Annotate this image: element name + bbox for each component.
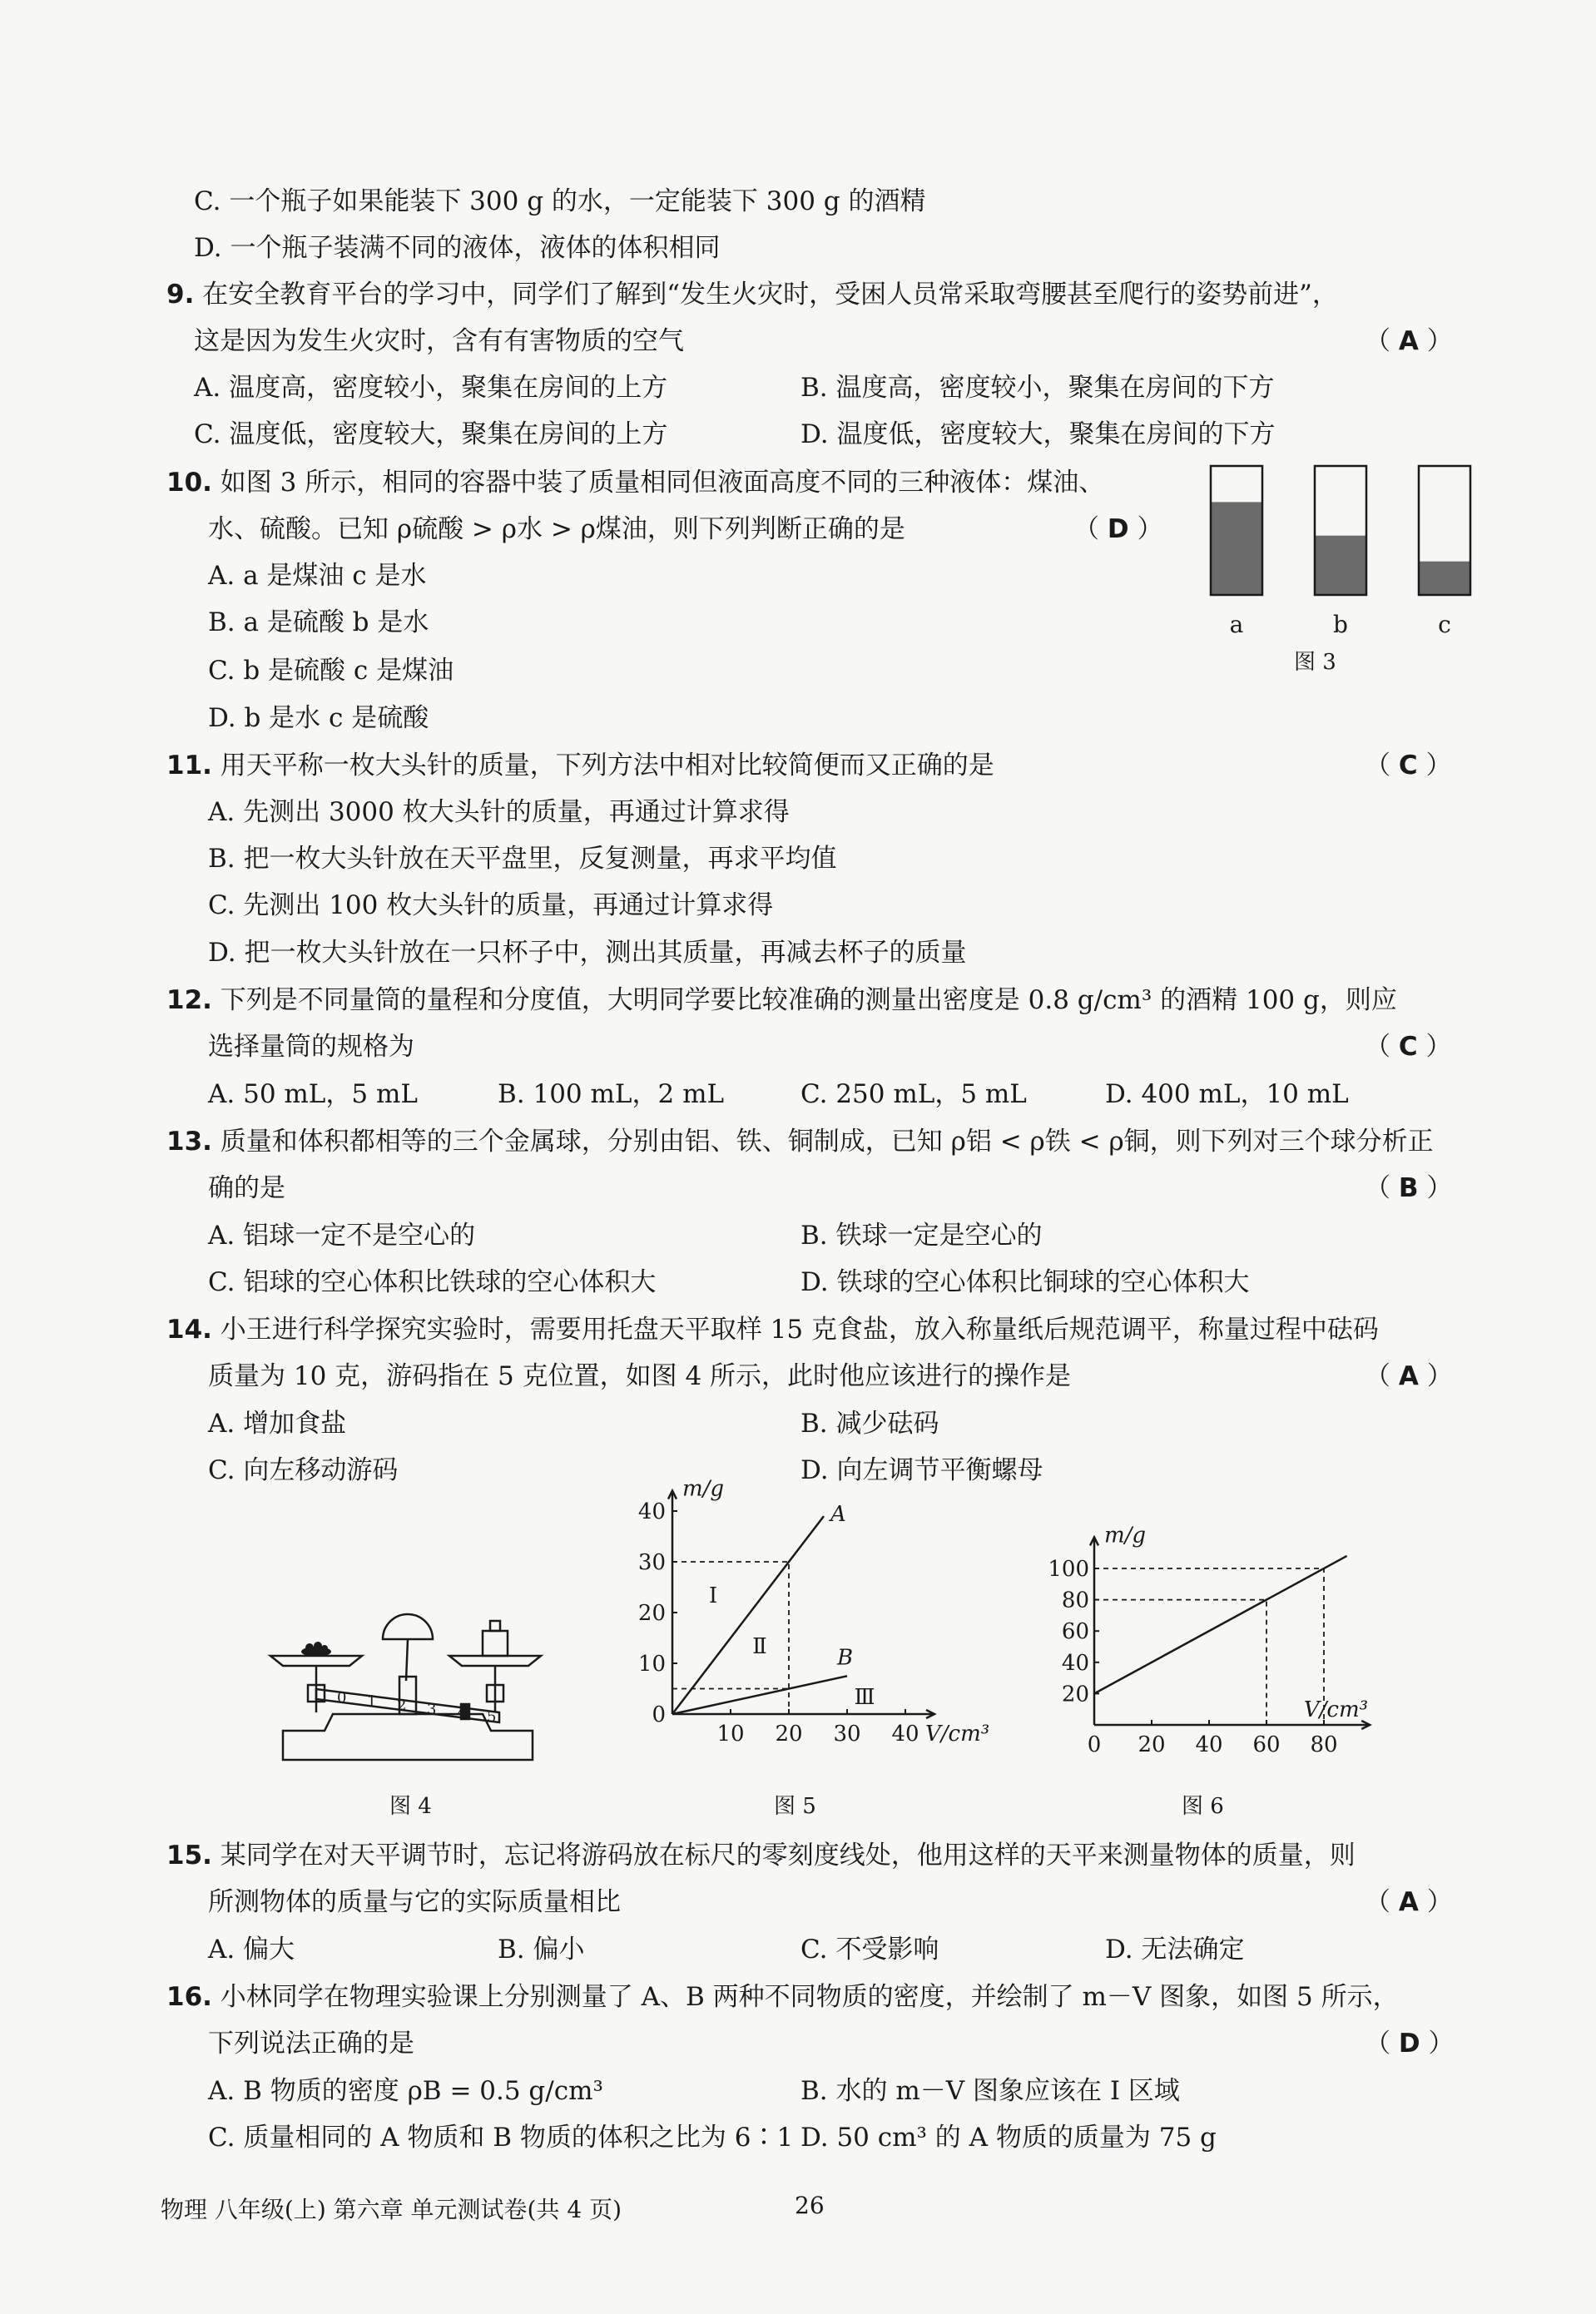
q15-option-a: A. 偏大 [208,1935,295,1965]
q9-text1: 在安全教育平台的学习中，同学们了解到“发生火灾时，受困人员常采取弯腰甚至爬行的姿势前进”， [202,280,1338,310]
page-number: 26 [795,2192,825,2219]
fig5-region-2: Ⅱ [752,1633,767,1659]
fig5-region-3: Ⅲ [854,1684,875,1710]
q15-option-d: D. 无法确定 [1105,1935,1245,1965]
q14-option-c: C. 向左移动游码 [208,1455,399,1485]
q11-option-d: D. 把一枚大头针放在一只杯子中，测出其质量，再减去杯子的质量 [208,938,967,968]
q13-option-a: A. 铝球一定不是空心的 [208,1221,476,1251]
q9-option-a: A. 温度高，密度较小，聚集在房间的上方 [194,373,668,403]
q14-option-a: A. 增加食盐 [208,1409,347,1439]
fig5-xtick-20: 20 [775,1722,803,1747]
q16-text1: 小林同学在物理实验课上分别测量了 A、B 两种不同物质的密度，并绘制了 m－V 图象，如图 5 所示， [220,1982,1399,2012]
q10-option-b: B. a 是硫酸 b 是水 [208,607,429,637]
fig6-xtick-0: 0 [1087,1732,1102,1757]
q9-option-c: C. 温度低，密度较大，聚集在房间的上方 [194,419,668,449]
q9-stem-line2: 这是因为发生火灾时，含有有害物质的空气 [194,326,684,356]
balance-pointer [406,1639,408,1681]
q14-number: 14. [166,1315,212,1345]
fig6-xtick-40: 40 [1195,1732,1223,1757]
q12-option-a: A. 50 mL，5 mL [208,1079,418,1109]
salt-pile [301,1642,331,1657]
q14-text1: 小王进行科学探究实验时，需要用托盘天平取样 15 克食盐，放入称量纸后规范调平，称量过程中砝码 [220,1315,1379,1345]
q9-number: 9. [166,280,195,310]
fig5-line-B [672,1676,847,1714]
balance-left-pan [270,1656,362,1666]
q13-option-c: C. 铝球的空心体积比铁球的空心体积大 [208,1267,657,1297]
q12-answer: （ C ） [1365,1032,1452,1062]
fig6-ytick-100: 100 [1048,1557,1089,1582]
q11-number: 11. [166,751,212,780]
q8-option-d: D. 一个瓶子装满不同的液体，液体的体积相同 [194,233,721,263]
balance-weight [483,1631,508,1656]
q13-stem-line1 [166,1125,1434,1158]
figure-6-chart [1032,1523,1381,1772]
figure-4-balance [258,1614,574,1764]
figure-6-caption: 图 6 [1182,1794,1224,1819]
fig6-dashed-1 [1094,1568,1324,1725]
fig3-label-c: c [1438,611,1451,638]
q16-number: 16. [166,1982,212,2012]
q12-text1: 下列是不同量筒的量程和分度值，大明同学要比较准确的测量出密度是 0.8 g/cm³ 的酒精 100 g，则应 [220,985,1397,1015]
fig6-ytick-20: 20 [1061,1682,1089,1707]
fig5-ytick-40: 40 [637,1499,666,1524]
q9-answer: （ A ） [1365,326,1453,356]
fig6-ylabel: m/g [1104,1523,1147,1548]
q15-option-b: B. 偏小 [498,1935,585,1965]
q9-option-d: D. 温度低，密度较大，聚集在房间的下方 [800,419,1276,449]
q10-number: 10. [166,468,212,498]
q10-answer: （ D ） [1073,514,1163,544]
fig6-xtick-60: 60 [1252,1732,1281,1757]
q11-answer: （ C ） [1365,751,1452,780]
q13-option-b: B. 铁球一定是空心的 [800,1221,1043,1251]
q11-option-b: B. 把一枚大头针放在天平盘里，反复测量，再求平均值 [208,844,837,874]
fig6-xtick-80: 80 [1310,1732,1338,1757]
q12-stem-line2: 选择量筒的规格为 [208,1032,414,1062]
q14-option-b: B. 减少砝码 [800,1409,939,1439]
figure-3-caption: 图 3 [1294,650,1336,675]
q11-stem-line1 [166,749,994,782]
fig3-label-a: a [1229,611,1244,638]
fig3-label-b: b [1333,611,1348,638]
q14-answer: （ A ） [1365,1361,1453,1391]
fig5-ytick-20: 20 [637,1601,666,1626]
q13-stem-line2: 确的是 [208,1173,285,1203]
balance-right-pan [449,1656,541,1666]
fig5-ytick-0: 0 [652,1702,666,1727]
fig6-xtick-20: 20 [1138,1732,1166,1757]
fig5-ylabel: m/g [682,1476,725,1502]
q8-option-c: C. 一个瓶子如果能装下 300 g 的水，一定能装下 300 g 的酒精 [194,186,926,216]
fig4-scale-label-5: 5 [487,1708,497,1726]
q10-option-d: D. b 是水 c 是硫酸 [208,703,429,733]
q10-option-c: C. b 是硫酸 c 是煤油 [208,656,454,686]
fig6-ytick-80: 80 [1061,1588,1089,1613]
fig5-xlabel: V/cm³ [925,1722,990,1747]
fig4-scale-label-2: 2 [397,1697,407,1715]
fig5-xtick-40: 40 [891,1722,919,1747]
fig5-xtick-10: 10 [716,1722,745,1747]
fig4-scale-label-1: 1 [367,1692,377,1711]
q10-option-a: A. a 是煤油 c 是水 [208,561,427,591]
balance-dial [383,1614,433,1639]
figure-5-caption: 图 5 [774,1794,816,1819]
fig6-xlabel: V/cm³ [1303,1697,1369,1722]
fig6-line [1094,1556,1347,1693]
q16-answer: （ D ） [1365,2029,1455,2059]
fig5-label-B: B [837,1645,854,1671]
q13-answer: （ B ） [1365,1173,1453,1203]
fig5-ytick-10: 10 [637,1652,666,1677]
q12-option-b: B. 100 mL，2 mL [498,1079,725,1109]
q9-option-b: B. 温度高，密度较小，聚集在房间的下方 [800,373,1275,403]
fig6-ytick-40: 40 [1061,1650,1089,1676]
q14-stem-line2: 质量为 10 克，游码指在 5 克位置，如图 4 所示，此时他应该进行的操作是 [208,1361,1072,1391]
fig5-xtick-30: 30 [833,1722,861,1747]
q10-stem-line2: 水、硫酸。已知 ρ硫酸 > ρ水 > ρ煤油，则下列判断正确的是 [208,514,905,544]
footer-title: 物理 八年级(上) 第六章 单元测试卷(共 4 页) [161,2196,622,2223]
q12-number: 12. [166,985,212,1015]
fig4-scale-label-0: 0 [337,1689,347,1707]
q16-option-d: D. 50 cm³ 的 A 物质的质量为 75 g [800,2123,1217,2153]
fig6-dashed-0 [1094,1600,1266,1725]
q15-text1: 某同学在对天平调节时，忘记将游码放在标尺的零刻度线处，他用这样的天平来测量物体的质量，则 [220,1841,1356,1871]
q13-number: 13. [166,1127,212,1157]
q15-option-c: C. 不受影响 [800,1935,939,1965]
q11-option-c: C. 先测出 100 枚大头针的质量，再通过计算求得 [208,890,774,920]
q15-number: 15. [166,1841,212,1871]
q12-option-c: C. 250 mL，5 mL [800,1079,1027,1109]
fig5-ytick-30: 30 [637,1550,666,1575]
q13-text1: 质量和体积都相等的三个金属球，分别由铝、铁、铜制成，已知 ρ铝 < ρ铁 < ρ铜，则下列对三个球分析正 [220,1127,1434,1157]
q16-stem-line2: 下列说法正确的是 [208,2029,414,2059]
q16-option-a: A. B 物质的密度 ρB = 0.5 g/cm³ [208,2076,603,2106]
q16-option-c: C. 质量相同的 A 物质和 B 物质的体积之比为 6∶1 [208,2123,794,2153]
q12-stem-line1 [166,984,1397,1017]
fig3-liquid-a [1211,502,1262,595]
fig6-ytick-60: 60 [1061,1619,1089,1645]
q14-option-d: D. 向左调节平衡螺母 [800,1455,1043,1485]
q16-stem-line1 [166,1980,1399,2014]
q10-stem-line1 [166,466,1104,499]
q10-text1: 如图 3 所示，相同的容器中装了质量相同但液面高度不同的三种液体：煤油、 [220,468,1105,498]
fig5-region-1: Ⅰ [708,1583,718,1608]
figure-3-containers [1198,462,1481,670]
fig3-liquid-b [1315,536,1366,595]
q11-text1: 用天平称一枚大头针的质量，下列方法中相对比较简便而又正确的是 [220,751,994,780]
fig3-liquid-c [1419,562,1470,595]
q9-stem-line1 [166,278,1338,311]
q13-option-d: D. 铁球的空心体积比铜球的空心体积大 [800,1267,1250,1297]
fig4-scale-label-3: 3 [427,1700,437,1718]
fig5-label-A: A [830,1502,846,1528]
q14-stem-line1 [166,1313,1379,1346]
fig4-scale-label-4: 4 [457,1704,467,1722]
q12-option-d: D. 400 mL，10 mL [1105,1079,1349,1109]
figure-5-chart [616,1476,990,1776]
q15-stem-line1 [166,1839,1356,1872]
q11-option-a: A. 先测出 3000 枚大头针的质量，再通过计算求得 [208,797,790,827]
fig5-line-A [672,1516,824,1714]
q15-answer: （ A ） [1365,1887,1453,1917]
q15-stem-line2: 所测物体的质量与它的实际质量相比 [208,1887,621,1917]
figure-4-caption: 图 4 [389,1794,432,1819]
q16-option-b: B. 水的 m－V 图象应该在 Ⅰ 区域 [800,2076,1180,2106]
